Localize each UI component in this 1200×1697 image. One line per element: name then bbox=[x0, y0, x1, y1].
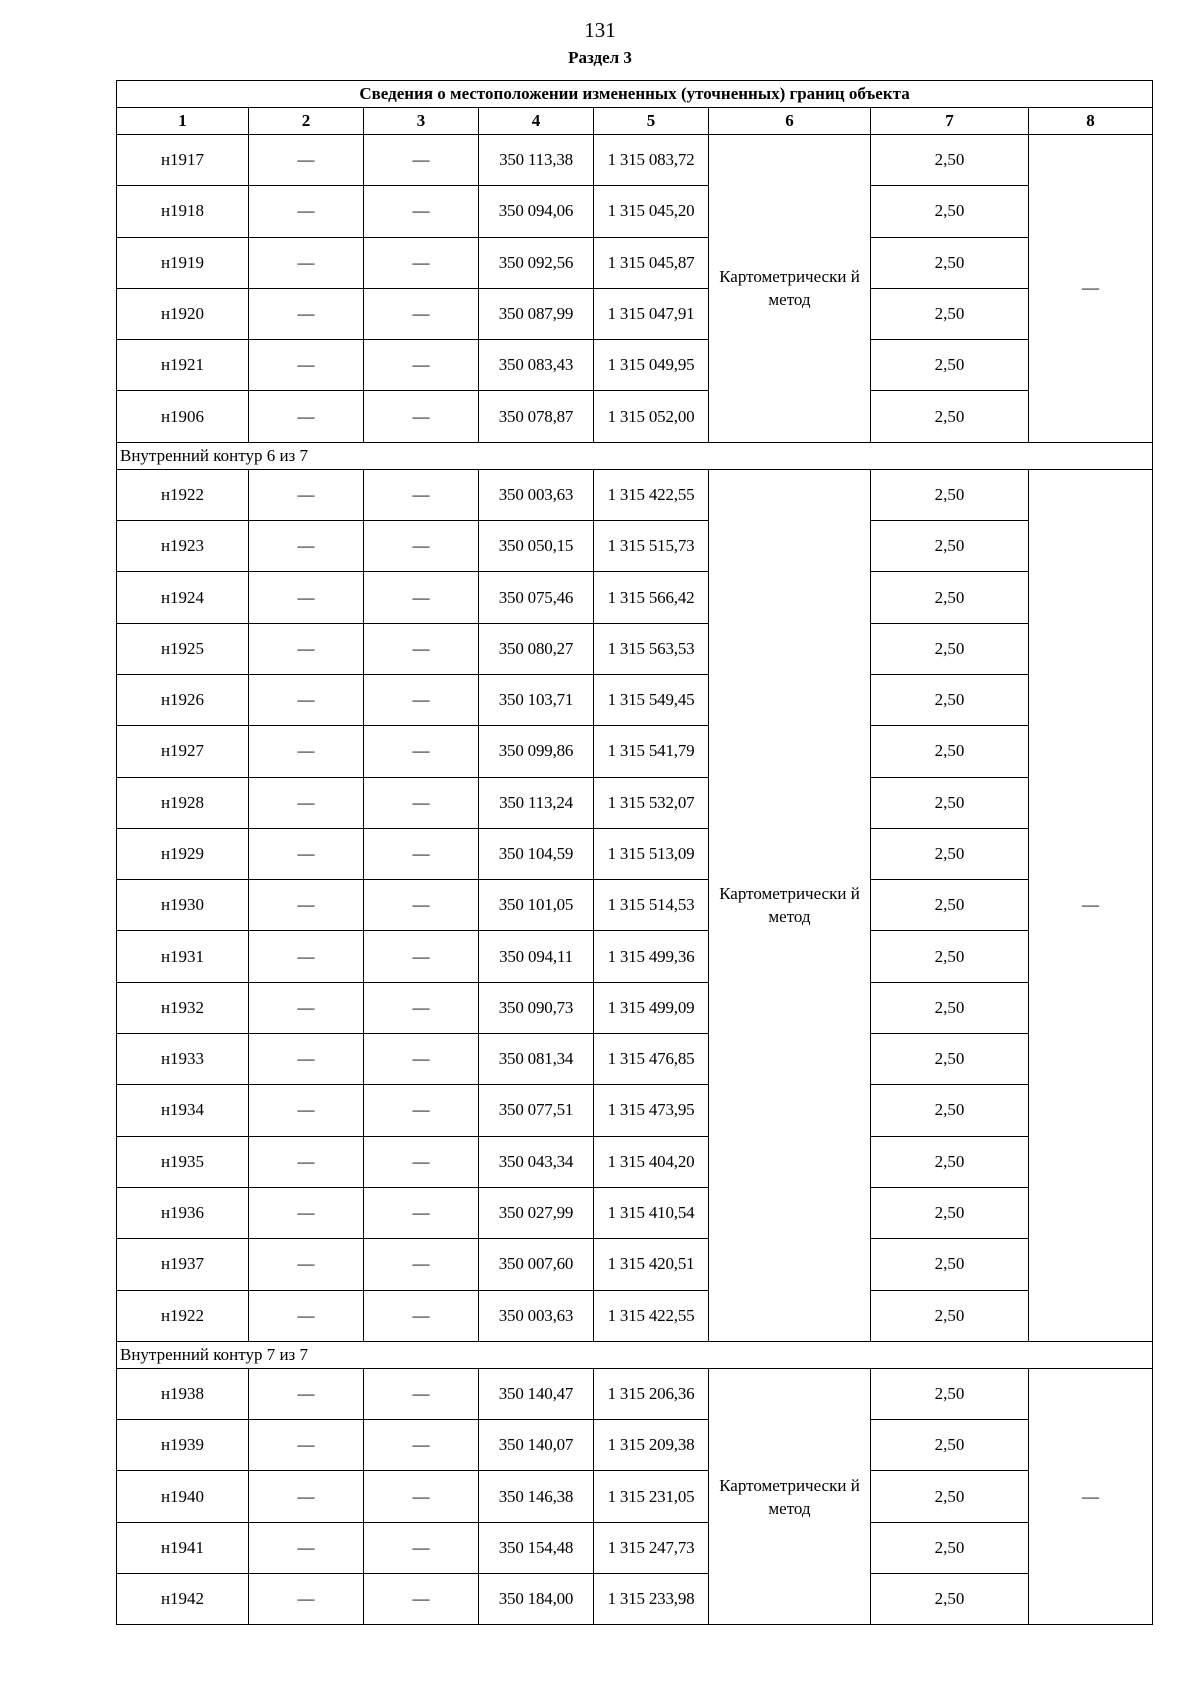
x-coordinate-cell: 350 140,07 bbox=[479, 1420, 594, 1471]
y-coordinate-cell: 1 315 422,55 bbox=[594, 1290, 709, 1341]
accuracy-cell: 2,50 bbox=[871, 340, 1029, 391]
point-name-cell: н1933 bbox=[117, 1034, 249, 1085]
contour-label: Внутренний контур 7 из 7 bbox=[117, 1341, 1153, 1368]
y-coordinate-cell: 1 315 476,85 bbox=[594, 1034, 709, 1085]
y-coordinate-cell: 1 315 247,73 bbox=[594, 1522, 709, 1573]
table-row bbox=[117, 521, 1153, 572]
dash-cell: — bbox=[249, 1368, 364, 1419]
dash-cell: — bbox=[364, 1034, 479, 1085]
dash-cell: — bbox=[364, 1471, 479, 1522]
x-coordinate-cell: 350 087,99 bbox=[479, 288, 594, 339]
point-name-cell: н1940 bbox=[117, 1471, 249, 1522]
x-coordinate-cell: 350 099,86 bbox=[479, 726, 594, 777]
x-coordinate-cell: 350 007,60 bbox=[479, 1239, 594, 1290]
table-row bbox=[117, 726, 1153, 777]
accuracy-cell: 2,50 bbox=[871, 674, 1029, 725]
dash-cell: — bbox=[249, 340, 364, 391]
dash-cell: — bbox=[249, 828, 364, 879]
table-row bbox=[117, 340, 1153, 391]
dash-cell: — bbox=[249, 1471, 364, 1522]
table-row bbox=[117, 1034, 1153, 1085]
y-coordinate-cell: 1 315 532,07 bbox=[594, 777, 709, 828]
dash-cell: — bbox=[364, 186, 479, 237]
y-coordinate-cell: 1 315 206,36 bbox=[594, 1368, 709, 1419]
dash-cell: — bbox=[249, 880, 364, 931]
point-name-cell: н1917 bbox=[117, 135, 249, 186]
dash-cell: — bbox=[364, 623, 479, 674]
point-name-cell: н1939 bbox=[117, 1420, 249, 1471]
column-header: 2 bbox=[249, 108, 364, 135]
dash-cell: — bbox=[364, 1420, 479, 1471]
accuracy-cell: 2,50 bbox=[871, 1290, 1029, 1341]
table-row bbox=[117, 1085, 1153, 1136]
y-coordinate-cell: 1 315 404,20 bbox=[594, 1136, 709, 1187]
dash-cell: — bbox=[249, 777, 364, 828]
point-name-cell: н1928 bbox=[117, 777, 249, 828]
column8-cell: — bbox=[1029, 469, 1153, 1341]
accuracy-cell: 2,50 bbox=[871, 572, 1029, 623]
dash-cell: — bbox=[249, 391, 364, 442]
column-header: 6 bbox=[709, 108, 871, 135]
point-name-cell: н1942 bbox=[117, 1574, 249, 1625]
y-coordinate-cell: 1 315 410,54 bbox=[594, 1187, 709, 1238]
x-coordinate-cell: 350 103,71 bbox=[479, 674, 594, 725]
method-cell: Картометрически й метод bbox=[709, 135, 871, 443]
y-coordinate-cell: 1 315 045,87 bbox=[594, 237, 709, 288]
x-coordinate-cell: 350 043,34 bbox=[479, 1136, 594, 1187]
dash-cell: — bbox=[364, 469, 479, 520]
table-row bbox=[117, 674, 1153, 725]
dash-cell: — bbox=[364, 777, 479, 828]
x-coordinate-cell: 350 080,27 bbox=[479, 623, 594, 674]
dash-cell: — bbox=[249, 1420, 364, 1471]
section-title: Раздел 3 bbox=[568, 48, 632, 67]
table-row bbox=[117, 1368, 1153, 1419]
table-row bbox=[117, 623, 1153, 674]
y-coordinate-cell: 1 315 499,09 bbox=[594, 982, 709, 1033]
dash-cell: — bbox=[249, 521, 364, 572]
point-name-cell: н1906 bbox=[117, 391, 249, 442]
accuracy-cell: 2,50 bbox=[871, 1239, 1029, 1290]
y-coordinate-cell: 1 315 049,95 bbox=[594, 340, 709, 391]
dash-cell: — bbox=[364, 931, 479, 982]
dash-cell: — bbox=[249, 1522, 364, 1573]
dash-cell: — bbox=[249, 1290, 364, 1341]
dash-cell: — bbox=[249, 1085, 364, 1136]
column8-cell: — bbox=[1029, 1368, 1153, 1624]
x-coordinate-cell: 350 077,51 bbox=[479, 1085, 594, 1136]
y-coordinate-cell: 1 315 566,42 bbox=[594, 572, 709, 623]
point-name-cell: н1922 bbox=[117, 469, 249, 520]
dash-cell: — bbox=[249, 288, 364, 339]
table-row bbox=[117, 186, 1153, 237]
dash-cell: — bbox=[249, 237, 364, 288]
point-name-cell: н1921 bbox=[117, 340, 249, 391]
accuracy-cell: 2,50 bbox=[871, 1420, 1029, 1471]
accuracy-cell: 2,50 bbox=[871, 1034, 1029, 1085]
point-name-cell: н1919 bbox=[117, 237, 249, 288]
x-coordinate-cell: 350 092,56 bbox=[479, 237, 594, 288]
point-name-cell: н1923 bbox=[117, 521, 249, 572]
accuracy-cell: 2,50 bbox=[871, 1085, 1029, 1136]
accuracy-cell: 2,50 bbox=[871, 880, 1029, 931]
point-name-cell: н1937 bbox=[117, 1239, 249, 1290]
method-cell: Картометрически й метод bbox=[709, 1368, 871, 1624]
x-coordinate-cell: 350 083,43 bbox=[479, 340, 594, 391]
accuracy-cell: 2,50 bbox=[871, 777, 1029, 828]
y-coordinate-cell: 1 315 209,38 bbox=[594, 1420, 709, 1471]
table-row bbox=[117, 237, 1153, 288]
dash-cell: — bbox=[364, 982, 479, 1033]
dash-cell: — bbox=[364, 237, 479, 288]
column8-cell: — bbox=[1029, 135, 1153, 443]
dash-cell: — bbox=[364, 1574, 479, 1625]
column-numbers-row bbox=[117, 108, 1153, 135]
table-row bbox=[117, 828, 1153, 879]
contour-label-row bbox=[117, 1341, 1153, 1368]
point-name-cell: н1935 bbox=[117, 1136, 249, 1187]
dash-cell: — bbox=[364, 288, 479, 339]
x-coordinate-cell: 350 081,34 bbox=[479, 1034, 594, 1085]
accuracy-cell: 2,50 bbox=[871, 982, 1029, 1033]
table-row bbox=[117, 982, 1153, 1033]
y-coordinate-cell: 1 315 541,79 bbox=[594, 726, 709, 777]
point-name-cell: н1926 bbox=[117, 674, 249, 725]
accuracy-cell: 2,50 bbox=[871, 237, 1029, 288]
accuracy-cell: 2,50 bbox=[871, 1187, 1029, 1238]
dash-cell: — bbox=[249, 726, 364, 777]
column-header: 4 bbox=[479, 108, 594, 135]
table-row bbox=[117, 288, 1153, 339]
boundary-table bbox=[116, 80, 1153, 1625]
dash-cell: — bbox=[364, 1239, 479, 1290]
x-coordinate-cell: 350 027,99 bbox=[479, 1187, 594, 1238]
table-row bbox=[117, 469, 1153, 520]
table-row bbox=[117, 1290, 1153, 1341]
accuracy-cell: 2,50 bbox=[871, 726, 1029, 777]
accuracy-cell: 2,50 bbox=[871, 1522, 1029, 1573]
table-row bbox=[117, 1574, 1153, 1625]
accuracy-cell: 2,50 bbox=[871, 828, 1029, 879]
y-coordinate-cell: 1 315 515,73 bbox=[594, 521, 709, 572]
y-coordinate-cell: 1 315 422,55 bbox=[594, 469, 709, 520]
point-name-cell: н1931 bbox=[117, 931, 249, 982]
table-title: Сведения о местоположении измененных (уточненных) границ объекта bbox=[117, 81, 1153, 108]
y-coordinate-cell: 1 315 420,51 bbox=[594, 1239, 709, 1290]
x-coordinate-cell: 350 113,38 bbox=[479, 135, 594, 186]
y-coordinate-cell: 1 315 052,00 bbox=[594, 391, 709, 442]
point-name-cell: н1925 bbox=[117, 623, 249, 674]
table-row bbox=[117, 1187, 1153, 1238]
dash-cell: — bbox=[364, 572, 479, 623]
y-coordinate-cell: 1 315 514,53 bbox=[594, 880, 709, 931]
x-coordinate-cell: 350 094,06 bbox=[479, 186, 594, 237]
accuracy-cell: 2,50 bbox=[871, 186, 1029, 237]
x-coordinate-cell: 350 094,11 bbox=[479, 931, 594, 982]
accuracy-cell: 2,50 bbox=[871, 1574, 1029, 1625]
point-name-cell: н1936 bbox=[117, 1187, 249, 1238]
y-coordinate-cell: 1 315 473,95 bbox=[594, 1085, 709, 1136]
column-header: 3 bbox=[364, 108, 479, 135]
point-name-cell: н1938 bbox=[117, 1368, 249, 1419]
dash-cell: — bbox=[249, 572, 364, 623]
column-header: 7 bbox=[871, 108, 1029, 135]
dash-cell: — bbox=[364, 391, 479, 442]
table-row bbox=[117, 1522, 1153, 1573]
point-name-cell: н1929 bbox=[117, 828, 249, 879]
accuracy-cell: 2,50 bbox=[871, 391, 1029, 442]
dash-cell: — bbox=[249, 135, 364, 186]
point-name-cell: н1934 bbox=[117, 1085, 249, 1136]
dash-cell: — bbox=[364, 1522, 479, 1573]
dash-cell: — bbox=[364, 1187, 479, 1238]
column-header: 8 bbox=[1029, 108, 1153, 135]
dash-cell: — bbox=[364, 880, 479, 931]
table-title-row bbox=[117, 81, 1153, 108]
x-coordinate-cell: 350 075,46 bbox=[479, 572, 594, 623]
dash-cell: — bbox=[249, 623, 364, 674]
dash-cell: — bbox=[364, 1085, 479, 1136]
y-coordinate-cell: 1 315 047,91 bbox=[594, 288, 709, 339]
dash-cell: — bbox=[249, 674, 364, 725]
dash-cell: — bbox=[249, 931, 364, 982]
dash-cell: — bbox=[249, 1136, 364, 1187]
accuracy-cell: 2,50 bbox=[871, 1136, 1029, 1187]
dash-cell: — bbox=[249, 469, 364, 520]
x-coordinate-cell: 350 104,59 bbox=[479, 828, 594, 879]
y-coordinate-cell: 1 315 499,36 bbox=[594, 931, 709, 982]
x-coordinate-cell: 350 154,48 bbox=[479, 1522, 594, 1573]
accuracy-cell: 2,50 bbox=[871, 521, 1029, 572]
point-name-cell: н1932 bbox=[117, 982, 249, 1033]
dash-cell: — bbox=[364, 521, 479, 572]
dash-cell: — bbox=[364, 674, 479, 725]
table-row bbox=[117, 391, 1153, 442]
column-header: 1 bbox=[117, 108, 249, 135]
table-row bbox=[117, 1136, 1153, 1187]
dash-cell: — bbox=[364, 1136, 479, 1187]
contour-label-row bbox=[117, 442, 1153, 469]
y-coordinate-cell: 1 315 549,45 bbox=[594, 674, 709, 725]
point-name-cell: н1941 bbox=[117, 1522, 249, 1573]
x-coordinate-cell: 350 003,63 bbox=[479, 469, 594, 520]
accuracy-cell: 2,50 bbox=[871, 135, 1029, 186]
point-name-cell: н1924 bbox=[117, 572, 249, 623]
dash-cell: — bbox=[364, 726, 479, 777]
accuracy-cell: 2,50 bbox=[871, 469, 1029, 520]
dash-cell: — bbox=[364, 340, 479, 391]
dash-cell: — bbox=[364, 1290, 479, 1341]
table-row bbox=[117, 572, 1153, 623]
table-row bbox=[117, 135, 1153, 186]
y-coordinate-cell: 1 315 233,98 bbox=[594, 1574, 709, 1625]
y-coordinate-cell: 1 315 045,20 bbox=[594, 186, 709, 237]
accuracy-cell: 2,50 bbox=[871, 1368, 1029, 1419]
x-coordinate-cell: 350 078,87 bbox=[479, 391, 594, 442]
x-coordinate-cell: 350 184,00 bbox=[479, 1574, 594, 1625]
point-name-cell: н1918 bbox=[117, 186, 249, 237]
dash-cell: — bbox=[364, 135, 479, 186]
dash-cell: — bbox=[249, 1574, 364, 1625]
point-name-cell: н1922 bbox=[117, 1290, 249, 1341]
dash-cell: — bbox=[249, 1034, 364, 1085]
table-row bbox=[117, 931, 1153, 982]
point-name-cell: н1927 bbox=[117, 726, 249, 777]
accuracy-cell: 2,50 bbox=[871, 288, 1029, 339]
accuracy-cell: 2,50 bbox=[871, 1471, 1029, 1522]
dash-cell: — bbox=[364, 1368, 479, 1419]
dash-cell: — bbox=[249, 186, 364, 237]
dash-cell: — bbox=[364, 828, 479, 879]
contour-label: Внутренний контур 6 из 7 bbox=[117, 442, 1153, 469]
x-coordinate-cell: 350 146,38 bbox=[479, 1471, 594, 1522]
accuracy-cell: 2,50 bbox=[871, 623, 1029, 674]
x-coordinate-cell: 350 050,15 bbox=[479, 521, 594, 572]
table-row bbox=[117, 880, 1153, 931]
table-row bbox=[117, 1420, 1153, 1471]
y-coordinate-cell: 1 315 231,05 bbox=[594, 1471, 709, 1522]
table-row bbox=[117, 1471, 1153, 1522]
point-name-cell: н1930 bbox=[117, 880, 249, 931]
x-coordinate-cell: 350 003,63 bbox=[479, 1290, 594, 1341]
column-header: 5 bbox=[594, 108, 709, 135]
table-row bbox=[117, 1239, 1153, 1290]
y-coordinate-cell: 1 315 513,09 bbox=[594, 828, 709, 879]
dash-cell: — bbox=[249, 1187, 364, 1238]
y-coordinate-cell: 1 315 083,72 bbox=[594, 135, 709, 186]
x-coordinate-cell: 350 090,73 bbox=[479, 982, 594, 1033]
point-name-cell: н1920 bbox=[117, 288, 249, 339]
accuracy-cell: 2,50 bbox=[871, 931, 1029, 982]
table-row bbox=[117, 777, 1153, 828]
dash-cell: — bbox=[249, 982, 364, 1033]
x-coordinate-cell: 350 140,47 bbox=[479, 1368, 594, 1419]
page-number: 131 bbox=[584, 18, 616, 42]
x-coordinate-cell: 350 113,24 bbox=[479, 777, 594, 828]
method-cell: Картометрически й метод bbox=[709, 469, 871, 1341]
dash-cell: — bbox=[249, 1239, 364, 1290]
y-coordinate-cell: 1 315 563,53 bbox=[594, 623, 709, 674]
x-coordinate-cell: 350 101,05 bbox=[479, 880, 594, 931]
